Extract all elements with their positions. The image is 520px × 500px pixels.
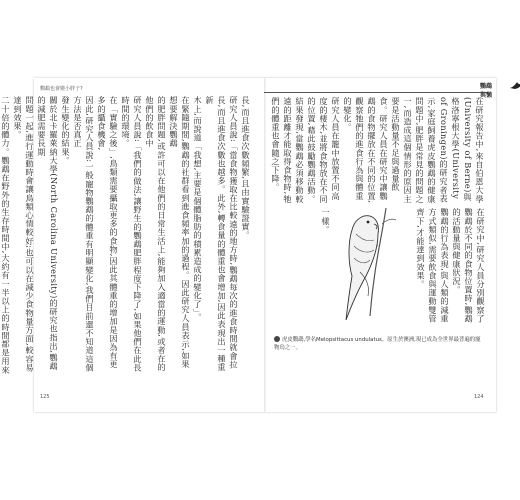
page-number-left: 125 bbox=[40, 394, 50, 400]
budgerigar-illustration bbox=[330, 206, 400, 324]
right-page-body-end: 一樣。 bbox=[321, 208, 331, 234]
figure-caption bbox=[274, 336, 484, 352]
right-page-body-lower: 在研究中,研究人員分別觀察了鸚鵡於不同的食物位置時,鸚鵡的活動量與健康狀況。 鸚鵡的行為表現,與人類的減重方式類似,需要飲食與運動雙管齊下,才能達到效果。 bbox=[416, 208, 486, 323]
running-title-right: 鸚鵡與懶 bbox=[480, 83, 493, 99]
bullet-icon bbox=[274, 336, 280, 342]
running-title-left: 鸚鵡也會變小胖子? bbox=[40, 86, 83, 92]
book-spread bbox=[1, 78, 496, 412]
book-gutter bbox=[264, 78, 266, 412]
page-number-right: 124 bbox=[474, 394, 484, 400]
header-rule bbox=[264, 92, 488, 93]
caption-text: 虎皮鸚鵡,學名Melopsittacus undulatus。原生於澳洲,現已成為全世界最普遍的寵物鳥之一。 bbox=[274, 337, 481, 351]
right-page-body-top: 在研究報告中,來自伯恩大學(University of Berne)與格洛寧根大學(University of Groningen)的研究者表示,家庭飼養虎皮鸚鵡的健康問題中,肥胖是常見的問題之一,而造成這個情形的原因主要是活動量不足與過量飲食。研究人員在研究中讓鸚鵡的食物擺放在不同的位置,觀察牠們的進食行為與體重的變化。 研究人員在籠中放置不同高度的棲木,並將食物放在不同的位置,藉此鼓勵鸚鵡活動。結果發現,當鸚鵡必須移動較遠的距離才能取得食物時,牠們的體重也會隨之下降。 bbox=[271, 97, 485, 204]
flying-bird-icon bbox=[509, 79, 520, 91]
left-page-body: 長,而且進食次數頻繁,且由實驗證實。 研究人員說:「當食物獲取在比較遠的地方時,鸚鵡每次的進食時間就會拉 長,而且進食次數也越多。此外,轉食量的體重也會增加,因此表現出一種重新 木上,而說道「我想,主要是個體脂肪的積累造成的變化了」。 在緊隨期間,鸚鵡的社群看到進食頻率加的過程。因此研究人員表示,如果想要解決鸚鵡 的肥胖問題,或許可以在他們的日常生活上,能夠加入適當的運動,或者在的他們的飲食中 研究人員說:「我們的做法,讓野生的鸚鵡肥胖程度下降了,如果他們在此長時間的環境。 在「實驗之後」,鳥類需要攝取更多的食物,因此其體重的增加是因為有更多的攝食機會, 因此,研究人員說:一般寵物鸚鵡的體重有明顯變化,我們目前還不知道這個方法是否真正 發生變化的結果。 關於北卡羅萊納大學(North Carolina University)的研究也指出,鸚鵡的減肥需要長期 問題一起,進行運動時會讓鳥類心情較好;也可以在減少食物量方面,較容易達到效果。 二十倍的體力。鸚鵡在野外的生存時間中,大約有一半以上的時間都是用來 bbox=[1, 96, 251, 375]
